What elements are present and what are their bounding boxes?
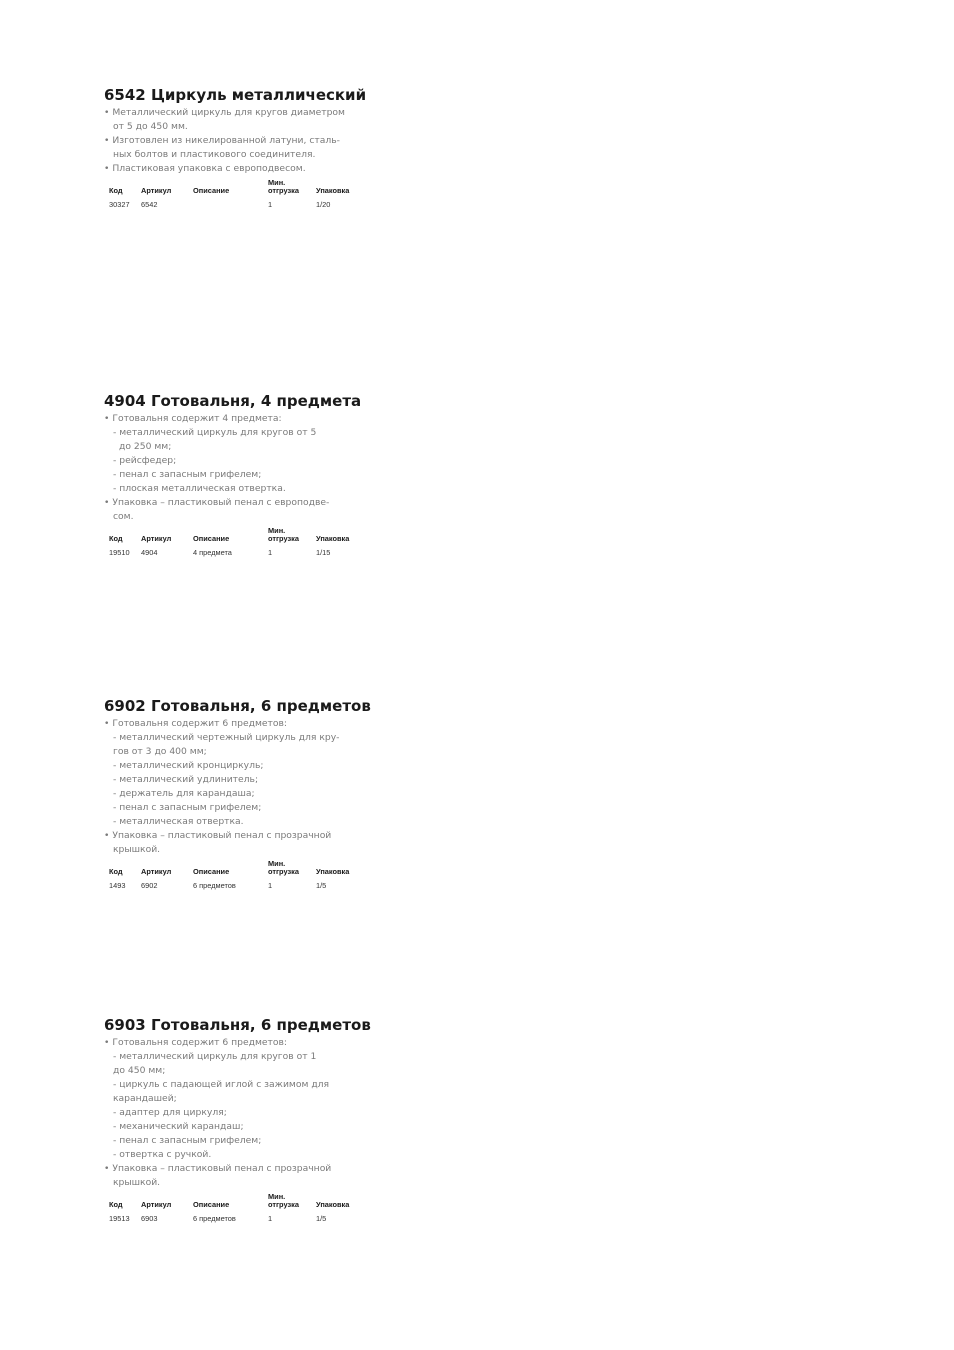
header-code: Код [109,1200,123,1209]
description-line: до 450 мм; [113,1065,166,1076]
description-line: - металлическая отвертка. [113,816,244,827]
description-line: - адаптер для циркуля; [113,1107,227,1118]
header-pack: Упаковка [316,1200,350,1209]
spec-table-header [104,860,356,879]
product-4904 [104,392,394,557]
description-line: - металлический кронциркуль; [113,760,264,771]
header-pack: Упаковка [316,534,350,543]
cell-code: 1493 [109,881,126,890]
header-article: Артикул [141,534,172,543]
description-line: карандашей; [113,1093,177,1104]
description-line: - металлический удлинитель; [113,774,259,785]
description-line: • Изготовлен из никелированной латуни, сталь- [104,135,340,146]
header-min-shipment-1: Мин. [268,526,286,535]
product-6902 [104,697,394,890]
description-line: • Упаковка – пластиковый пенал с прозрачной [104,830,332,841]
description-line: • Упаковка – пластиковый пенал с прозрачной [104,1163,332,1174]
header-min-shipment-2: отгрузка [268,534,299,543]
description-line: - держатель для карандаша; [113,788,255,799]
description-line: • Готовальня содержит 6 предметов: [104,718,288,729]
description-line: - механический карандаш; [113,1121,244,1132]
product-6903 [104,1016,394,1223]
description-line: - пенал с запасным грифелем; [113,469,262,480]
header-article: Артикул [141,186,172,195]
header-description: Описание [193,1200,230,1209]
cell-code: 19513 [109,1214,130,1223]
product-title: 4904 Готовальня, 4 предмета [104,392,362,410]
description-line: сом. [113,511,134,522]
product-6542 [104,86,394,209]
cell-min-shipment: 1 [268,881,273,890]
product-title: 6903 Готовальня, 6 предметов [104,1016,371,1034]
cell-description: 6 предметов [193,881,236,890]
header-min-shipment-2: отгрузка [268,186,299,195]
description-line: • Металлический циркуль для кругов диаметром [104,107,345,118]
cell-pack: 1/5 [316,881,327,890]
description-line: гов от 3 до 400 мм; [113,746,207,757]
description-line: крышкой. [113,1177,161,1188]
description-line: - плоская металлическая отвертка. [113,483,286,494]
header-min-shipment [268,179,316,198]
spec-table [104,1193,356,1223]
description-line: от 5 до 450 мм. [113,121,188,132]
header-min-shipment-2: отгрузка [268,867,299,876]
cell-min-shipment: 1 [268,548,273,557]
cell-article: 6903 [141,1214,158,1223]
description-line: - металлический циркуль для кругов от 5 [113,427,317,438]
description-line: - металлический циркуль для кругов от 1 [113,1051,317,1062]
header-code: Код [109,867,123,876]
table-row [104,546,356,557]
description-line: крышкой. [113,844,161,855]
description-line: • Упаковка – пластиковый пенал с европодве- [104,497,330,508]
description-line: - циркуль с падающей иглой с зажимом для [113,1079,330,1090]
spec-table-header [104,527,356,546]
spec-table [104,527,356,557]
cell-pack: 1/15 [316,548,331,557]
cell-article: 6902 [141,881,158,890]
product-title: 6902 Готовальня, 6 предметов [104,697,371,715]
header-description: Описание [193,867,230,876]
spec-table-header [104,179,356,198]
header-description: Описание [193,186,230,195]
header-article: Артикул [141,1200,172,1209]
cell-article: 4904 [141,548,158,557]
header-code: Код [109,534,123,543]
description-line: - рейсфедер; [113,455,177,466]
table-row [104,879,356,890]
description-line: - металлический чертежный циркуль для кру- [113,732,340,743]
cell-min-shipment: 1 [268,200,273,209]
description-line: ных болтов и пластикового соединителя. [113,149,316,160]
header-min-shipment-1: Мин. [268,859,286,868]
header-article: Артикул [141,867,172,876]
header-min-shipment [268,527,316,546]
product-title: 6542 Циркуль металлический [104,86,367,104]
cell-code: 30327 [109,200,130,209]
cell-description: 4 предмета [193,548,232,557]
cell-description: 6 предметов [193,1214,236,1223]
header-min-shipment-1: Мин. [268,1192,286,1201]
cell-code: 19510 [109,548,130,557]
description-line: до 250 мм; [119,441,172,452]
cell-pack: 1/5 [316,1214,327,1223]
header-pack: Упаковка [316,186,350,195]
header-min-shipment [268,860,316,879]
description-line: • Готовальня содержит 6 предметов: [104,1037,288,1048]
header-min-shipment-2: отгрузка [268,1200,299,1209]
header-code: Код [109,186,123,195]
spec-table [104,179,356,209]
description-line: • Пластиковая упаковка с европодвесом. [104,163,306,174]
header-min-shipment-1: Мин. [268,178,286,187]
description-line: • Готовальня содержит 4 предмета: [104,413,282,424]
description-line: - пенал с запасным грифелем; [113,802,262,813]
table-row [104,198,356,209]
description-line: - пенал с запасным грифелем; [113,1135,262,1146]
cell-article: 6542 [141,200,158,209]
spec-table-header [104,1193,356,1212]
description-line: - отвертка с ручкой. [113,1149,212,1160]
header-min-shipment [268,1193,316,1212]
table-row [104,1212,356,1223]
header-description: Описание [193,534,230,543]
spec-table [104,860,356,890]
cell-min-shipment: 1 [268,1214,273,1223]
cell-pack: 1/20 [316,200,331,209]
header-pack: Упаковка [316,867,350,876]
cell-description [193,198,268,209]
